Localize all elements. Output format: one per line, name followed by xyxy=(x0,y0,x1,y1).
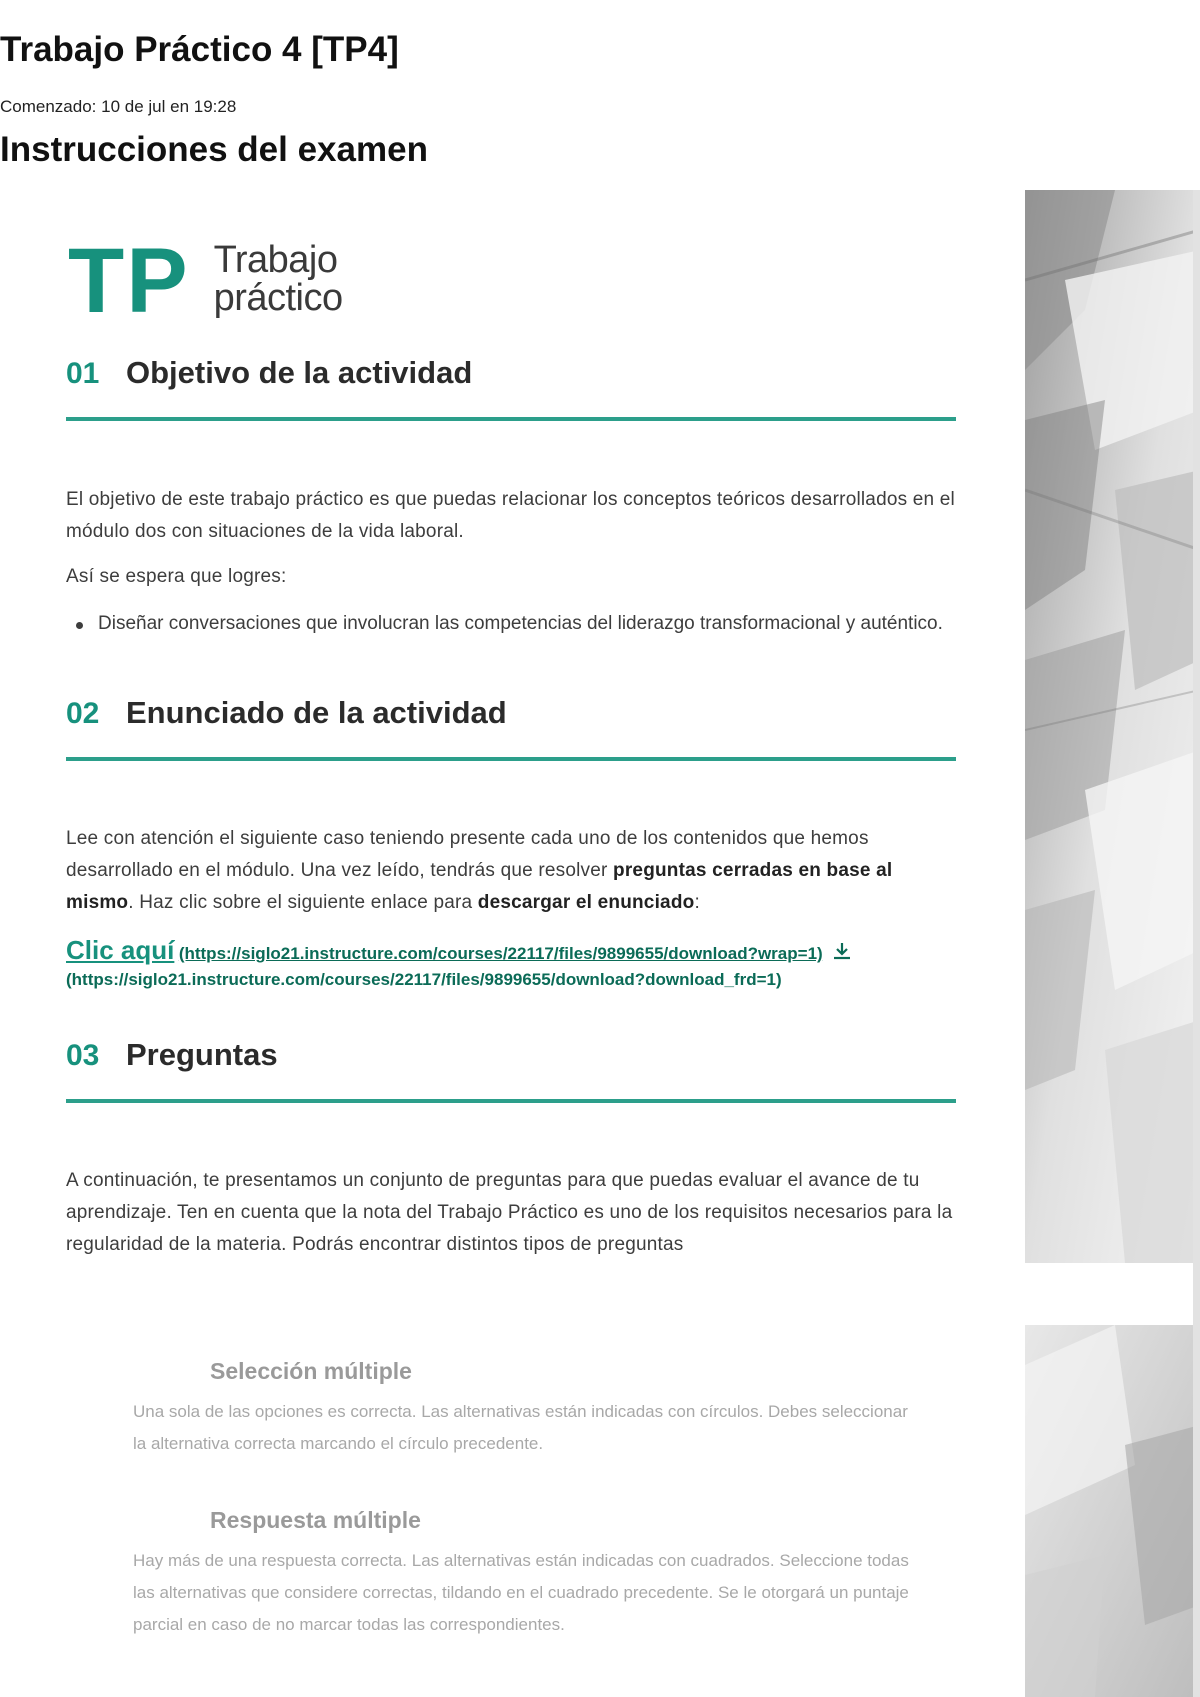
page-title: Trabajo Práctico 4 [TP4] xyxy=(0,30,399,69)
section-divider xyxy=(66,757,956,761)
tp-logo-words xyxy=(214,241,343,317)
questions-paragraph: A continuación, te presentamos un conjunto de preguntas para que puedas evaluar el avance de tu aprendizaje. Ten en cuenta que la nota del Trabajo Práctico es uno de los requisitos necesarios para la regularidad de la materia. Podrás encontrar distintos tipos de preguntas xyxy=(66,1170,953,1255)
architecture-photo xyxy=(1025,1325,1200,1697)
scrollbar[interactable] xyxy=(1193,190,1200,1697)
tp-logo-line2: práctico xyxy=(213,277,343,319)
statement-paragraph xyxy=(66,823,961,919)
clic-aqui-link[interactable]: Clic aquí xyxy=(66,935,175,965)
architecture-photo xyxy=(1025,190,1200,1263)
section-02-heading xyxy=(66,695,956,761)
statement-text: : xyxy=(694,892,700,913)
decorative-side-image xyxy=(1025,190,1200,1697)
objective-paragraph: El objetivo de este trabajo práctico es que puedas relacionar los conceptos teóricos desarrollados en el módulo dos con situaciones de la vida laboral. xyxy=(66,489,955,542)
side-gap xyxy=(1025,1263,1200,1325)
section-number: 03 xyxy=(66,1039,100,1072)
section-title: Enunciado de la actividad xyxy=(126,695,507,730)
section-title: Preguntas xyxy=(126,1037,278,1072)
question-type-desc: Una sola de las opciones es correcta. Las alternativas están indicadas con círculos. Debes seleccionar la alternativa correcta marcando el círculo precedente. xyxy=(133,1402,908,1453)
section-number: 02 xyxy=(66,697,100,730)
section-title: Objetivo de la actividad xyxy=(126,355,473,390)
question-type-title: Selección múltiple xyxy=(210,1358,412,1384)
section-number: 01 xyxy=(66,357,100,390)
started-timestamp: Comenzado: 10 de jul en 19:28 xyxy=(0,97,237,116)
section-divider xyxy=(66,1099,956,1103)
objective-list xyxy=(66,608,961,640)
objective-lead: Así se espera que logres: xyxy=(66,566,287,587)
instructions-content xyxy=(0,190,1025,1697)
file-url-link[interactable]: (https://siglo21.instructure.com/courses/22117/files/9899655/download?wrap=1) xyxy=(178,944,823,963)
download-icon[interactable] xyxy=(831,940,853,962)
statement-bold: descargar el enunciado xyxy=(477,892,695,913)
download-url-link[interactable]: (https://siglo21.instructure.com/courses/22117/files/9899655/download?download_frd=1) xyxy=(66,970,782,989)
question-type-desc: Hay más de una respuesta correcta. Las alternativas están indicadas con cuadrados. Seleccione todas las alternativas que considere correctas, tildando en el cuadrado precedente. Se le otorgará un puntaje parcial en caso de no marcar todas las correspondientes. xyxy=(133,1551,909,1634)
download-link-block xyxy=(66,935,966,990)
statement-text: . Haz clic sobre el siguiente enlace para xyxy=(128,892,478,913)
section-divider xyxy=(66,417,956,421)
statement-bold: preguntas cerradas en base al mismo xyxy=(66,860,893,913)
question-type-title-partial xyxy=(210,1690,216,1697)
tp-logo xyxy=(68,230,343,332)
question-type-title: Respuesta múltiple xyxy=(210,1507,421,1533)
instructions-title: Instrucciones del examen xyxy=(0,130,428,169)
list-item: Diseñar conversaciones que involucran las competencias del liderazgo transformacional y auténtico. xyxy=(66,608,961,640)
section-03-heading xyxy=(66,1037,956,1103)
tp-logo-mark: TP xyxy=(68,230,190,332)
section-01-heading xyxy=(66,355,956,421)
statement-text: Lee con atención el siguiente caso teniendo presente cada uno de los contenidos que hemos desarrollado en el módulo. Una vez leído, tendrás que resolver xyxy=(66,828,869,881)
tp-logo-line1: Trabajo xyxy=(213,239,338,281)
